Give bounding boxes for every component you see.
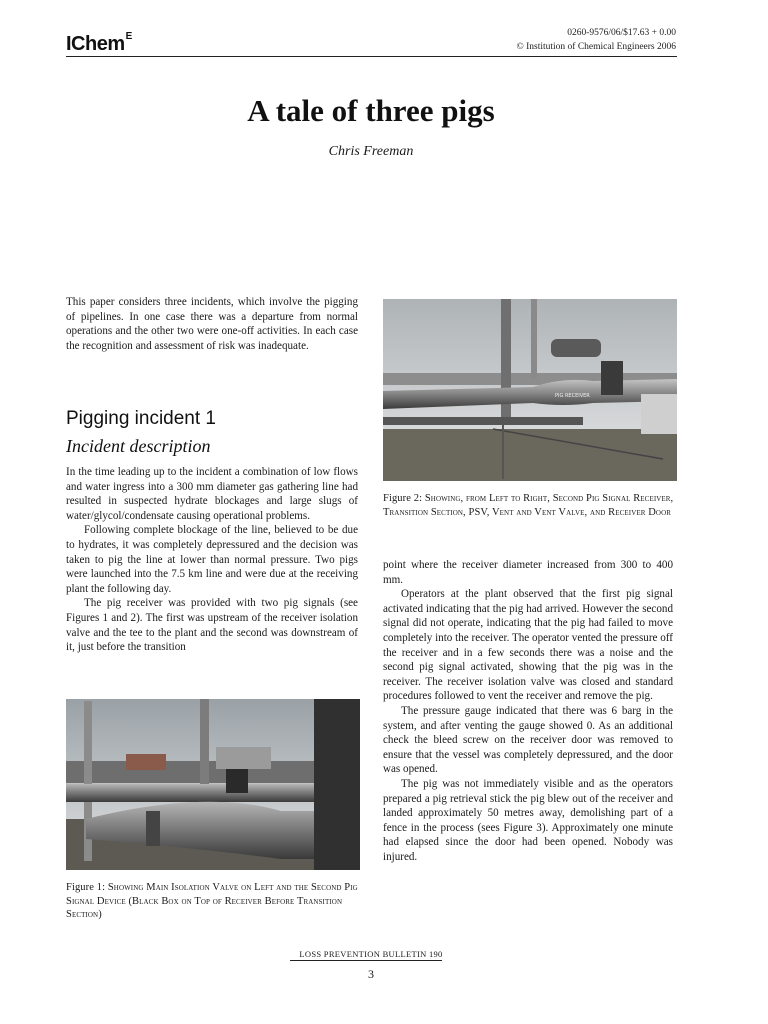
paragraph: The pressure gauge indicated that there was 6 barg in the system, and after venting the gauge showed 0. As an additional check the bleed screw on the receiver door was removed to ensure that the vessel was completely depressured, and the door was opened. (383, 704, 673, 776)
figure-2-text: Showing, from Left to Right, Second Pig Signal Receiver, Transition Section, PSV, Vent and Vent Valve, and Receiver Door (383, 493, 674, 518)
footer-rule (290, 960, 442, 961)
left-body-text (66, 465, 358, 655)
paragraph: Operators at the plant observed that the first pig signal activated indicating that the pig had arrived. However the second signal did not operate, indicating that the pig had failed to move completely into the receiver. The operator vented the pressure off the receiver and in a few seconds there was a noise and the second pig signal activated, showing that the pig was in the receiver. The receiver isolation valve was closed and standard procedures followed to vent the receiver and remove the pig. (383, 588, 673, 703)
paragraph: In the time leading up to the incident a combination of low flows and water ingress into a 300 mm diameter gas gathering line had resulted in suspected hydrate blockages and large slugs of water/glycol/condensate causing operational problems. (66, 466, 358, 522)
paragraph: The pig receiver was provided with two pig signals (see Figures 1 and 2). The first was upstream of the receiver isolation valve and the tee to the plant and the second was downstream of it, just before the transition (66, 597, 358, 654)
logo-text: IChem (66, 33, 125, 55)
pig-receiver-label: PIG RECEIVER (555, 393, 590, 399)
pig-receiver-image (383, 299, 677, 481)
abstract-text: This paper considers three incidents, which involve the pigging of pipelines. In one case there was a departure from normal operations and the other two were one-off activities. In each case the recognition and assessment of risk was inadequate. (66, 296, 358, 352)
paragraph: Following complete blockage of the line, believed to be due to hydrates, it was completely depressured and the decision was taken to pig the line at lower than normal pressure. Two pigs were launched into the 7.5 km line and were due at the receiving plant the following day. (66, 524, 358, 595)
copyright-notice: © Institution of Chemical Engineers 2006 (516, 42, 676, 52)
article-title: A tale of three pigs (247, 93, 495, 128)
figure-1-photo (66, 699, 360, 870)
figure-1-caption (66, 881, 361, 922)
page-number: 3 (368, 967, 374, 981)
abstract (66, 295, 358, 353)
article-code: 0260-9576/06/$17.63 + 0.00 (567, 28, 676, 38)
paragraph: The pig was not immediately visible and as the operators prepared a pig retrieval stick the pig blew out of the receiver and landed approximately 50 metres away, demolishing part of a fence in the process (sees Figure 3). Approximately one minute had elapsed since the door had been opened. Nobody was injured. (383, 777, 673, 863)
figure-2-label: Figure 2: (383, 493, 423, 504)
figure-2-photo (383, 299, 677, 481)
figure-1-label: Figure 1: (66, 882, 106, 893)
ichem-logo (66, 33, 132, 56)
paragraph: point where the receiver diameter increased from 300 to 400 mm. (383, 559, 673, 586)
right-body-text (383, 558, 673, 864)
section-heading: Pigging incident 1 (66, 408, 216, 429)
figure-1-text: Showing Main Isolation Valve on Left and the Second Pig Signal Device (Black Box on Top of Receiver Before Transition Section) (66, 882, 358, 920)
subsection-heading: Incident description (66, 436, 211, 456)
author-name: Chris Freeman (328, 144, 414, 159)
header-rule (66, 56, 677, 57)
figure-2-caption (383, 492, 675, 519)
journal-name: LOSS PREVENTION BULLETIN 190 (299, 949, 443, 959)
pipeline-valve-image (66, 699, 360, 870)
logo-superscript: E (125, 31, 132, 42)
